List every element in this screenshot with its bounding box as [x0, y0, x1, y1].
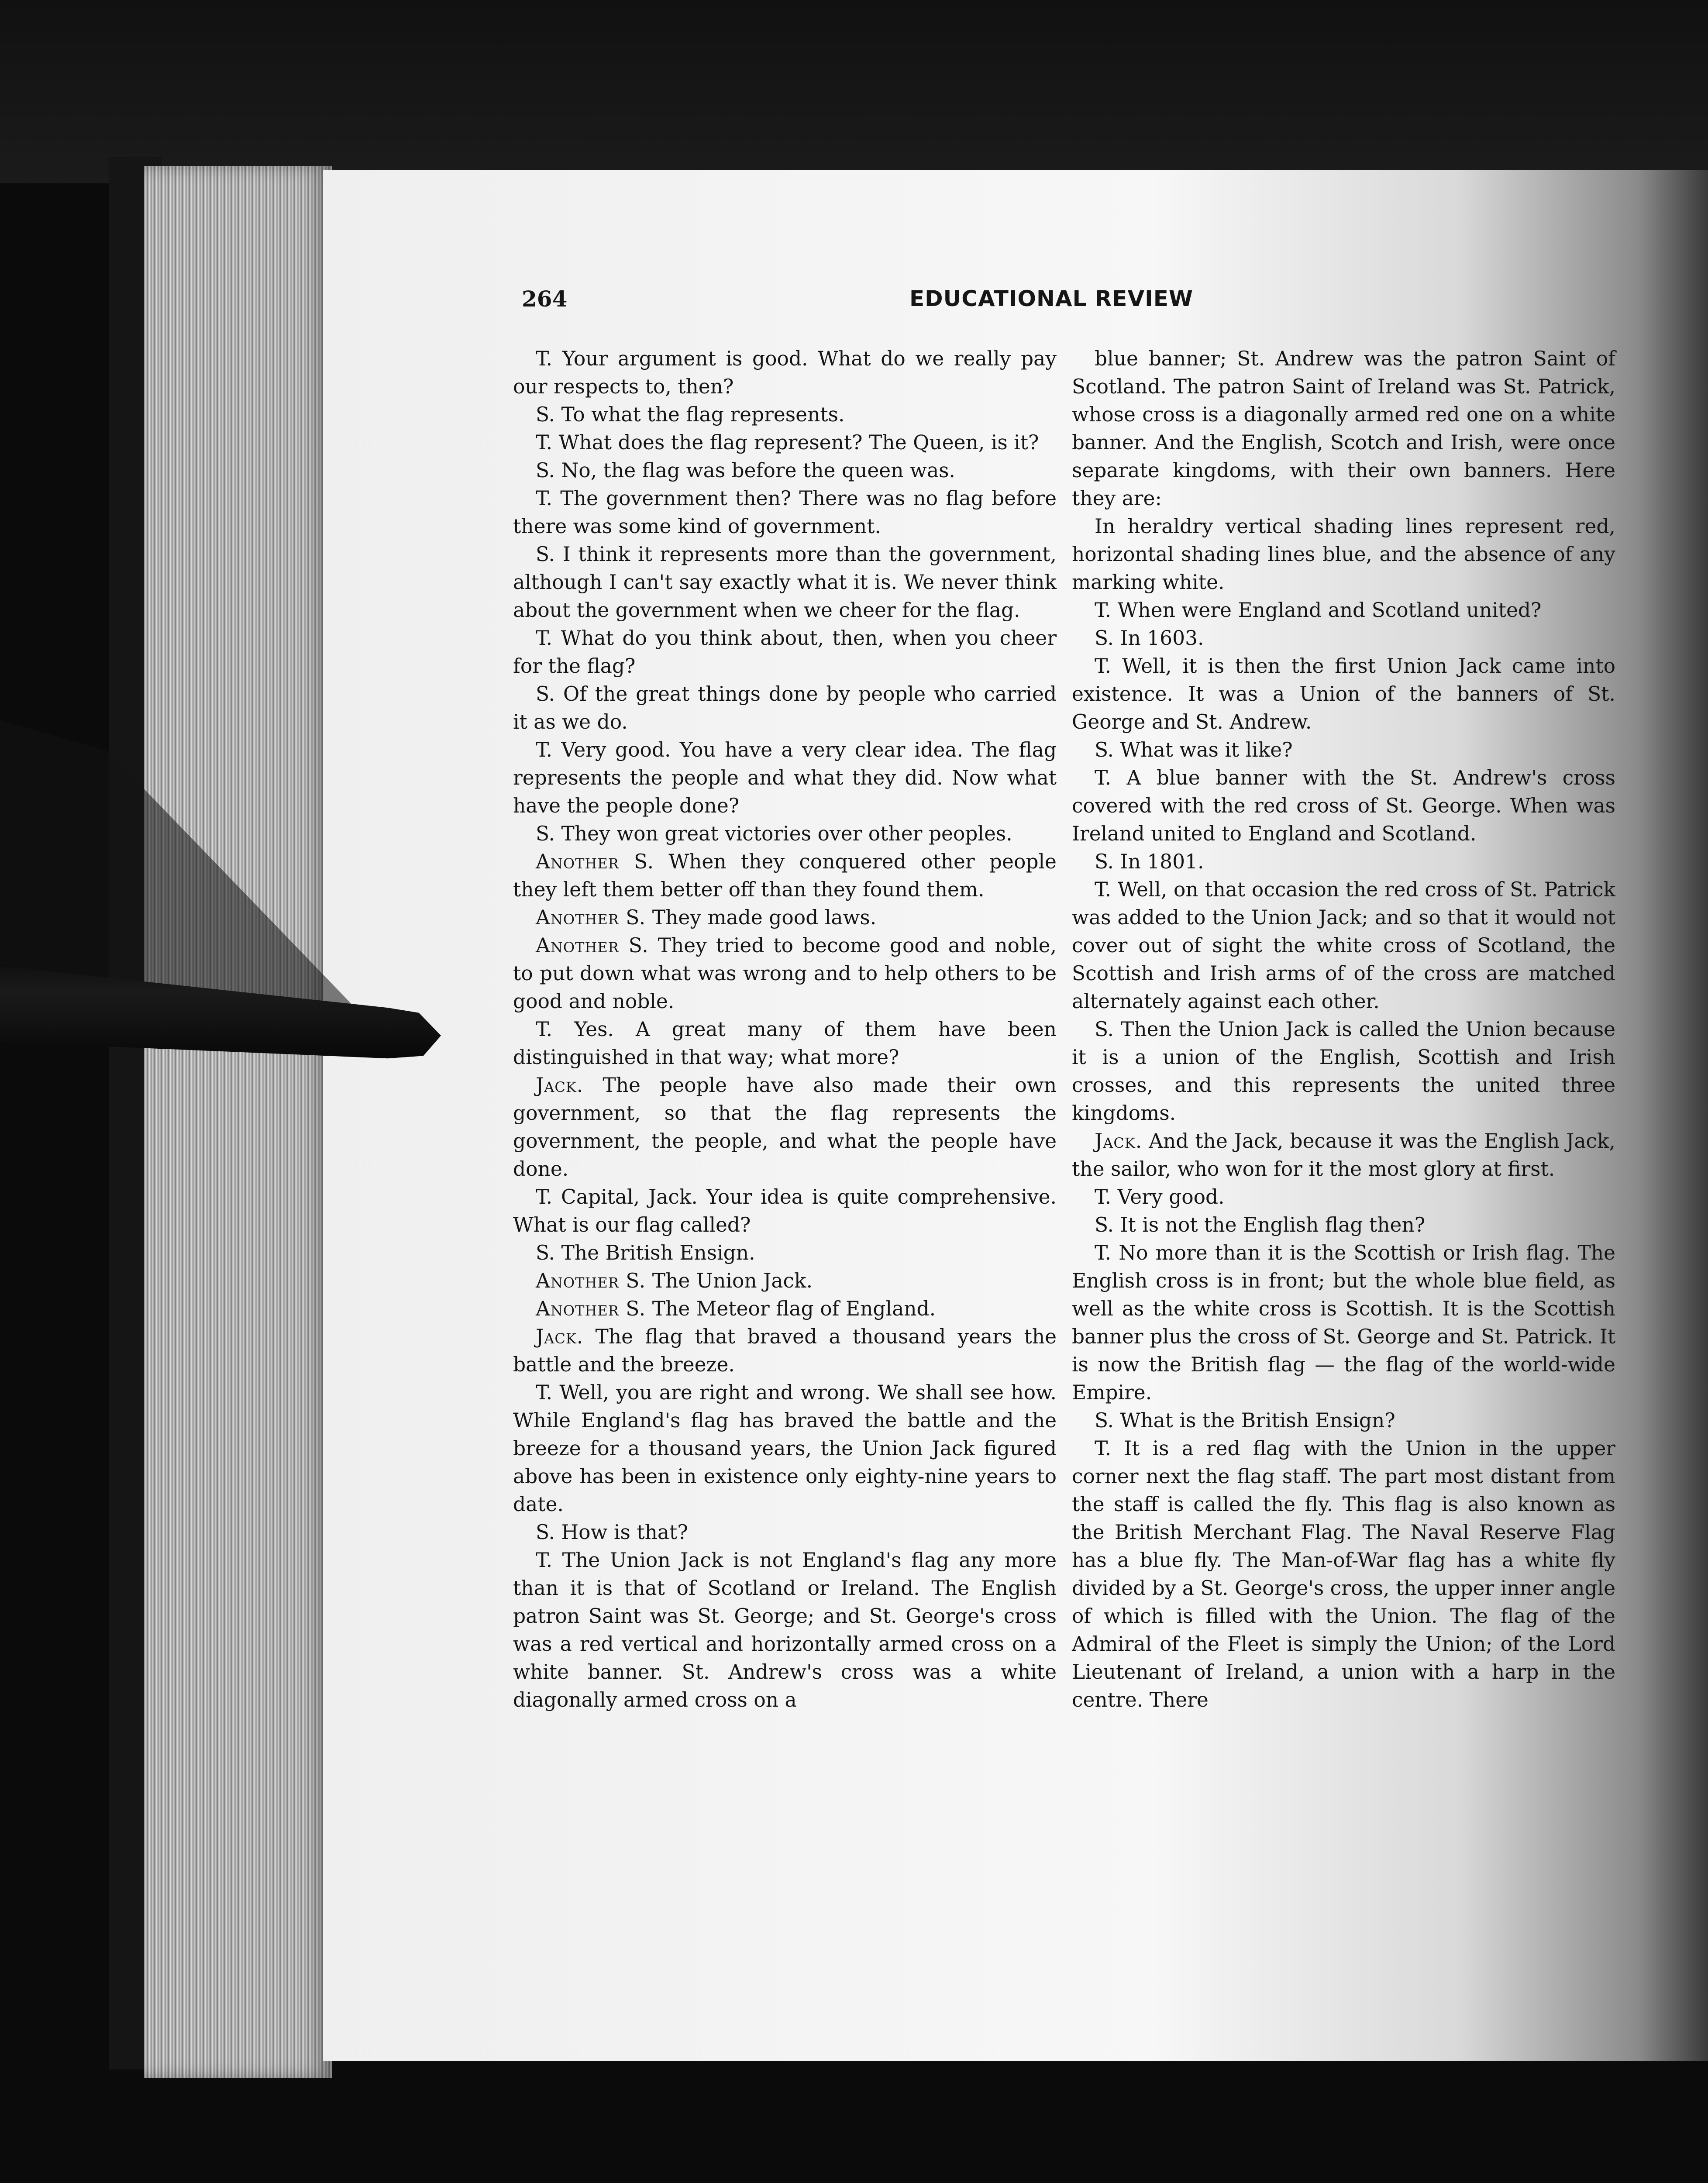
- speaker-label: Another S.: [536, 906, 646, 929]
- dialogue-text: Well, you are right and wrong. We shall see how. While England's flag has braved the battle and the breeze for a thousand years, the Union Jack figured above has been in existence only eighty-nine years to date.: [513, 1381, 1057, 1516]
- speaker-label: T.: [536, 431, 553, 454]
- speaker-label: T.: [1095, 1241, 1112, 1264]
- speaker-label: T.: [536, 1381, 553, 1404]
- dialogue-paragraph: [513, 1379, 1057, 1518]
- dialogue-text: Then the Union Jack is called the Union because it is a union of the English, Scottish and Irish crosses, and this represents the united three kingdoms.: [1072, 1018, 1616, 1125]
- dialogue-paragraph: [513, 429, 1057, 457]
- dialogue-text: When were England and Scotland united?: [1117, 599, 1542, 622]
- page-header: [522, 286, 1216, 321]
- speaker-label: T.: [1095, 599, 1112, 622]
- dialogue-text: Very good. You have a very clear idea. The flag represents the people and what they did. Now what have the people done?: [513, 738, 1057, 817]
- dialogue-text: They won great victories over other peoples.: [561, 822, 1012, 845]
- dialogue-text: In heraldry vertical shading lines represent red, horizontal shading lines blue, and the absence of any marking white.: [1072, 515, 1615, 594]
- dialogue-text: No, the flag was before the queen was.: [561, 459, 955, 482]
- dialogue-paragraph: [1072, 652, 1615, 736]
- speaker-label: S.: [536, 459, 555, 482]
- dialogue-paragraph: [513, 541, 1057, 624]
- dialogue-text: Well, it is then the first Union Jack came into existence. It was a Union of the banners of St. George and St. Andrew.: [1072, 654, 1615, 733]
- speaker-label: T.: [536, 347, 553, 370]
- dialogue-paragraph: [1072, 764, 1615, 848]
- speaker-label: S.: [1095, 1409, 1114, 1432]
- speaker-label: T.: [536, 738, 553, 761]
- dialogue-paragraph: [1072, 1239, 1615, 1407]
- dialogue-paragraph: [513, 345, 1057, 401]
- dialogue-paragraph: [1072, 596, 1615, 624]
- left-text-column: [513, 345, 1057, 1714]
- dialogue-text: The government then? There was no flag before there was some kind of government.: [513, 487, 1057, 538]
- dialogue-text: Well, on that occasion the red cross of St. Patrick was added to the Union Jack; and so that it would not cover out of sight the white cross of Scotland, the Scottish and Irish arms of of the cross are matched alternately against each other.: [1072, 878, 1615, 1013]
- dialogue-text: It is a red flag with the Union in the upper corner next the flag staff. The part most distant from the staff is called the fly. This flag is also known as the British Merchant Flag. The Naval Reserve Flag has a blue fly. The Man-of-War flag has a white fly divided by a St. George's cross, the upper inner angle of which is filled with the Union. The flag of the Admiral of the Fleet is simply the Union; of the Lord Lieutenant of Ireland, a union with a harp in the centre. There: [1072, 1437, 1615, 1711]
- speaker-label: S.: [1095, 850, 1114, 873]
- dialogue-paragraph: [1072, 848, 1615, 876]
- dialogue-paragraph: [513, 1546, 1057, 1714]
- dialogue-paragraph: [513, 1183, 1057, 1239]
- speaker-label: Another S.: [536, 1269, 646, 1292]
- dialogue-text: When they conquered other people they left them better off than they found them.: [513, 850, 1057, 901]
- speaker-label: S.: [536, 1521, 555, 1544]
- dialogue-text: What do you think about, then, when you cheer for the flag?: [513, 627, 1057, 678]
- dialogue-paragraph: [1072, 513, 1615, 596]
- dialogue-paragraph: [513, 1016, 1057, 1071]
- speaker-label: T.: [1095, 766, 1112, 789]
- dialogue-text: To what the flag represents.: [561, 403, 845, 426]
- speaker-label: Another S.: [536, 1297, 646, 1320]
- dialogue-paragraph: [513, 401, 1057, 429]
- dialogue-text: The British Ensign.: [561, 1241, 755, 1264]
- dialogue-text: It is not the English flag then?: [1120, 1213, 1426, 1236]
- dialogue-paragraph: [1072, 1183, 1615, 1211]
- dialogue-paragraph: [1072, 1435, 1615, 1714]
- dialogue-text: Your argument is good. What do we really pay our respects to, then?: [513, 347, 1057, 398]
- dialogue-text: In 1603.: [1120, 627, 1204, 650]
- dialogue-paragraph: [1072, 1211, 1615, 1239]
- dialogue-paragraph: [1072, 736, 1615, 764]
- dialogue-text: Of the great things done by people who carried it as we do.: [513, 682, 1057, 733]
- dialogue-text: And the Jack, because it was the English Jack, the sailor, who won for it the most glory at first.: [1072, 1129, 1615, 1181]
- speaker-label: S.: [1095, 1213, 1114, 1236]
- dialogue-paragraph: [513, 624, 1057, 680]
- dialogue-paragraph: [513, 1239, 1057, 1267]
- dialogue-text: A blue banner with the St. Andrew's cross covered with the red cross of St. George. When was Ireland united to England and Scotland.: [1072, 766, 1615, 845]
- speaker-label: S.: [1095, 1018, 1114, 1041]
- dialogue-text: Yes. A great many of them have been distinguished in that way; what more?: [513, 1018, 1057, 1069]
- dialogue-paragraph: [513, 1295, 1057, 1323]
- speaker-label: S.: [1095, 627, 1114, 650]
- speaker-label: S.: [1095, 738, 1114, 761]
- dialogue-paragraph: [513, 736, 1057, 820]
- dialogue-text: How is that?: [561, 1521, 688, 1544]
- speaker-label: S.: [536, 543, 555, 566]
- dialogue-paragraph: [513, 680, 1057, 736]
- speaker-label: T.: [536, 1185, 553, 1209]
- page-number: 264: [522, 286, 568, 312]
- speaker-label: T.: [536, 627, 553, 650]
- dialogue-paragraph: [513, 848, 1057, 904]
- dialogue-text: The Union Jack is not England's flag any more than it is that of Scotland or Ireland. The English patron Saint was St. George; and St. George's cross was a red vertical and horizontally armed cross on a white banner. St. Andrew's cross was a white diagonally armed cross on a: [513, 1549, 1057, 1711]
- page-edges: [144, 166, 332, 2078]
- speaker-label: T.: [536, 487, 553, 510]
- speaker-label: T.: [536, 1549, 553, 1572]
- dialogue-text: They made good laws.: [652, 906, 877, 929]
- dialogue-text: blue banner; St. Andrew was the patron Saint of Scotland. The patron Saint of Ireland was St. Patrick, whose cross is a diagonally armed red one on a white banner. And the English, Scotch and Irish, were once separate kingdoms, with their own banners. Here they are:: [1072, 347, 1615, 510]
- dialogue-paragraph: [513, 1267, 1057, 1295]
- speaker-label: T.: [1095, 1437, 1112, 1460]
- dialogue-text: What does the flag represent? The Queen, is it?: [558, 431, 1039, 454]
- speaker-label: Jack.: [536, 1325, 584, 1348]
- right-text-column: [1072, 345, 1615, 1714]
- dialogue-paragraph: [513, 485, 1057, 541]
- dialogue-paragraph: [513, 932, 1057, 1016]
- dialogue-paragraph: [1072, 345, 1615, 513]
- dialogue-paragraph: [513, 1323, 1057, 1379]
- dialogue-text: Very good.: [1117, 1185, 1225, 1209]
- dialogue-text: I think it represents more than the government, although I can't say exactly what it is. We never think about the government when we cheer for the flag.: [513, 543, 1057, 622]
- background-top: [0, 0, 1708, 183]
- dialogue-paragraph: [513, 820, 1057, 848]
- dialogue-paragraph: [513, 1518, 1057, 1546]
- dialogue-text: In 1801.: [1120, 850, 1204, 873]
- dialogue-text: They tried to become good and noble, to put down what was wrong and to help others to be good and noble.: [513, 934, 1057, 1013]
- speaker-label: Another S.: [536, 934, 649, 957]
- dialogue-paragraph: [1072, 1016, 1615, 1127]
- dialogue-text: The people have also made their own government, so that the flag represents the government, the people, and what the people have done.: [513, 1074, 1057, 1181]
- speaker-label: T.: [1095, 878, 1112, 901]
- dialogue-paragraph: [513, 457, 1057, 485]
- speaker-label: S.: [536, 822, 555, 845]
- speaker-label: S.: [536, 1241, 555, 1264]
- speaker-label: T.: [1095, 1185, 1112, 1209]
- speaker-label: S.: [536, 682, 555, 706]
- speaker-label: Another S.: [536, 850, 654, 873]
- dialogue-text: No more than it is the Scottish or Irish flag. The English cross is in front; but the whole blue field, as well as the white cross is Scottish. It is the Scottish banner plus the cross of St. George and St. Patrick. It is now the British flag — the flag of the world-wide Empire.: [1072, 1241, 1615, 1404]
- dialogue-text: Capital, Jack. Your idea is quite comprehensive. What is our flag called?: [513, 1185, 1057, 1236]
- dialogue-paragraph: [1072, 1407, 1615, 1435]
- speaker-label: T.: [536, 1018, 553, 1041]
- running-title: EDUCATIONAL REVIEW: [909, 286, 1194, 311]
- dialogue-paragraph: [1072, 1127, 1615, 1183]
- dialogue-text: The Meteor flag of England.: [652, 1297, 936, 1320]
- speaker-label: S.: [536, 403, 555, 426]
- dialogue-paragraph: [513, 1071, 1057, 1183]
- dialogue-text: What was it like?: [1120, 738, 1293, 761]
- speaker-label: Jack.: [536, 1074, 584, 1097]
- dialogue-paragraph: [1072, 624, 1615, 652]
- dialogue-paragraph: [1072, 876, 1615, 1016]
- speaker-label: Jack.: [1095, 1129, 1143, 1153]
- speaker-label: T.: [1095, 654, 1112, 678]
- dialogue-text: The flag that braved a thousand years the battle and the breeze.: [513, 1325, 1057, 1376]
- dialogue-text: What is the British Ensign?: [1120, 1409, 1395, 1432]
- dialogue-paragraph: [513, 904, 1057, 932]
- dialogue-text: The Union Jack.: [652, 1269, 813, 1292]
